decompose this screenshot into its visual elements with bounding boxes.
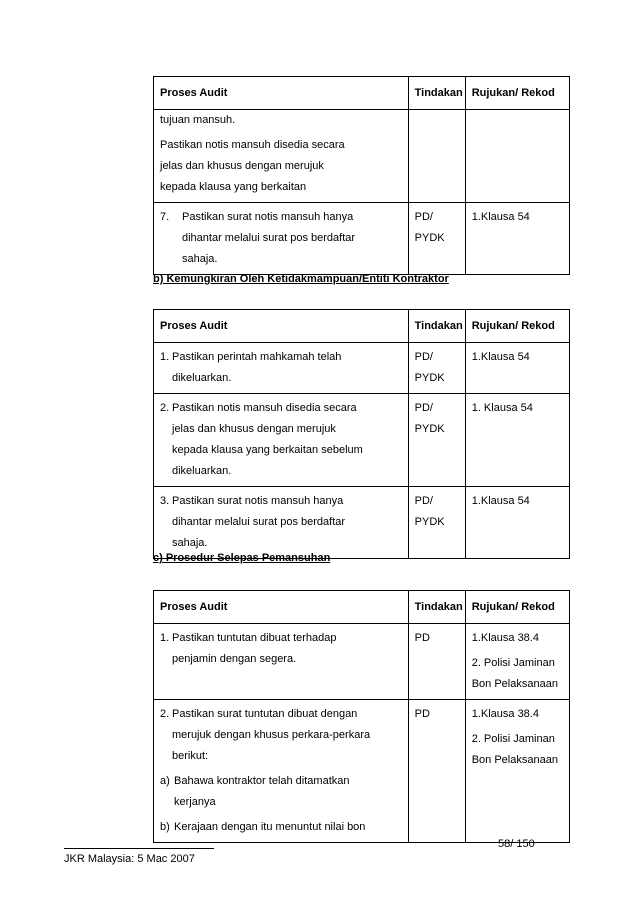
cell-line: Pastikan notis mansuh disedia secara (172, 402, 357, 414)
table-header-row (154, 310, 570, 343)
rujukan-cell (465, 624, 569, 700)
cell-line: dihantar melalui surat pos berdaftar (182, 232, 356, 244)
cell-line: Pastikan tuntutan dibuat terhadap (172, 632, 337, 644)
cell-line: jelas dan khusus dengan merujuk (172, 423, 336, 435)
tindakan-cell: PD (408, 624, 465, 700)
footer-rule (64, 848, 214, 849)
proses-cell (154, 487, 409, 559)
table-row (154, 203, 570, 275)
item-number: 2. (160, 708, 170, 720)
rujukan-line: 2. Polisi Jaminan (471, 657, 555, 669)
rujukan-cell (465, 700, 569, 843)
cell-line: jelas dan khusus dengan merujuk (160, 160, 324, 172)
rujukan-cell (465, 110, 569, 203)
proses-cell (154, 624, 409, 700)
proses-cell (154, 203, 409, 275)
cell-line: kepada klausa yang berkaitan (160, 181, 307, 193)
audit-table-continued (153, 76, 570, 275)
sub-item (160, 771, 402, 813)
cell-line: sahaja. (172, 537, 208, 549)
tindakan-cell: PD/ PYDK (408, 343, 465, 394)
cell-line: Kerajaan dengan itu menuntut nilai bon (174, 821, 366, 833)
cell-line: tujuan mansuh. (160, 114, 236, 126)
cell-line: Pastikan notis mansuh disedia secara (160, 139, 345, 151)
table-row (154, 394, 570, 487)
cell-line: dikeluarkan. (172, 465, 232, 477)
table-header-row (154, 77, 570, 110)
audit-table-b (153, 309, 570, 559)
rujukan-cell: 1.Klausa 54 (465, 203, 569, 275)
tindakan-cell: PD/ PYDK (408, 487, 465, 559)
header-rujukan: Rujukan/ Rekod (465, 310, 569, 343)
section-heading-b: b) Kemungkiran Oleh Ketidakmampuan/Entiti Kontraktor (153, 273, 449, 285)
cell-line: Pastikan surat notis mansuh hanya (172, 495, 344, 507)
item-number: 2. (160, 402, 170, 414)
table-row (154, 624, 570, 700)
header-tindakan: Tindakan (408, 77, 465, 110)
cell-line: kerjanya (174, 796, 216, 808)
page-number: 58/ 150 (498, 838, 535, 850)
sub-item-label: a) (160, 775, 170, 787)
tindakan-cell: PD/ PYDK (408, 394, 465, 487)
rujukan-line: 1.Klausa 38.4 (471, 708, 539, 720)
header-tindakan: Tindakan (408, 310, 465, 343)
header-proses-audit: Proses Audit (154, 77, 409, 110)
cell-line: dikeluarkan. (172, 372, 232, 384)
cell-line: Pastikan perintah mahkamah telah (172, 351, 342, 363)
header-tindakan: Tindakan (408, 591, 465, 624)
table-row (154, 700, 570, 843)
rujukan-cell: 1.Klausa 54 (465, 487, 569, 559)
item-number: 7. (160, 211, 170, 223)
item-number: 1. (160, 632, 170, 644)
table-row (154, 343, 570, 394)
sub-item (160, 817, 402, 838)
header-proses-audit: Proses Audit (154, 310, 409, 343)
cell-line: kepada klausa yang berkaitan sebelum (172, 444, 363, 456)
header-rujukan: Rujukan/ Rekod (465, 77, 569, 110)
cell-line: dihantar melalui surat pos berdaftar (172, 516, 346, 528)
item-number: 3. (160, 495, 170, 507)
cell-line: merujuk dengan khusus perkara-perkara (172, 729, 371, 741)
proses-cell (154, 343, 409, 394)
cell-line: penjamin dengan segera. (172, 653, 297, 665)
cell-line: Pastikan surat notis mansuh hanya (182, 211, 354, 223)
tindakan-cell: PD/ PYDK (408, 203, 465, 275)
proses-cell (154, 700, 409, 843)
table-row (154, 487, 570, 559)
cell-line: Bahawa kontraktor telah ditamatkan (174, 775, 350, 787)
header-proses-audit: Proses Audit (154, 591, 409, 624)
proses-cell (154, 394, 409, 487)
rujukan-line: Bon Pelaksanaan (471, 754, 558, 766)
cell-line: sahaja. (182, 253, 218, 265)
table-header-row (154, 591, 570, 624)
cell-line: Pastikan surat tuntutan dibuat dengan (172, 708, 358, 720)
rujukan-cell: 1.Klausa 54 (465, 343, 569, 394)
rujukan-cell: 1. Klausa 54 (465, 394, 569, 487)
rujukan-line: 1.Klausa 38.4 (471, 632, 539, 644)
tindakan-cell: PD (408, 700, 465, 843)
audit-table-c (153, 590, 570, 843)
sub-item-label: b) (160, 821, 170, 833)
table-row (154, 110, 570, 203)
header-rujukan: Rujukan/ Rekod (465, 591, 569, 624)
rujukan-line: 2. Polisi Jaminan (471, 733, 555, 745)
proses-cell (154, 110, 409, 203)
cell-line: berikut: (172, 750, 209, 762)
tindakan-cell (408, 110, 465, 203)
item-number: 1. (160, 351, 170, 363)
section-heading-c: c) Prosedur Selepas Pemansuhan (153, 552, 331, 564)
rujukan-line: Bon Pelaksanaan (471, 678, 558, 690)
footer-text: JKR Malaysia: 5 Mac 2007 (64, 853, 195, 865)
